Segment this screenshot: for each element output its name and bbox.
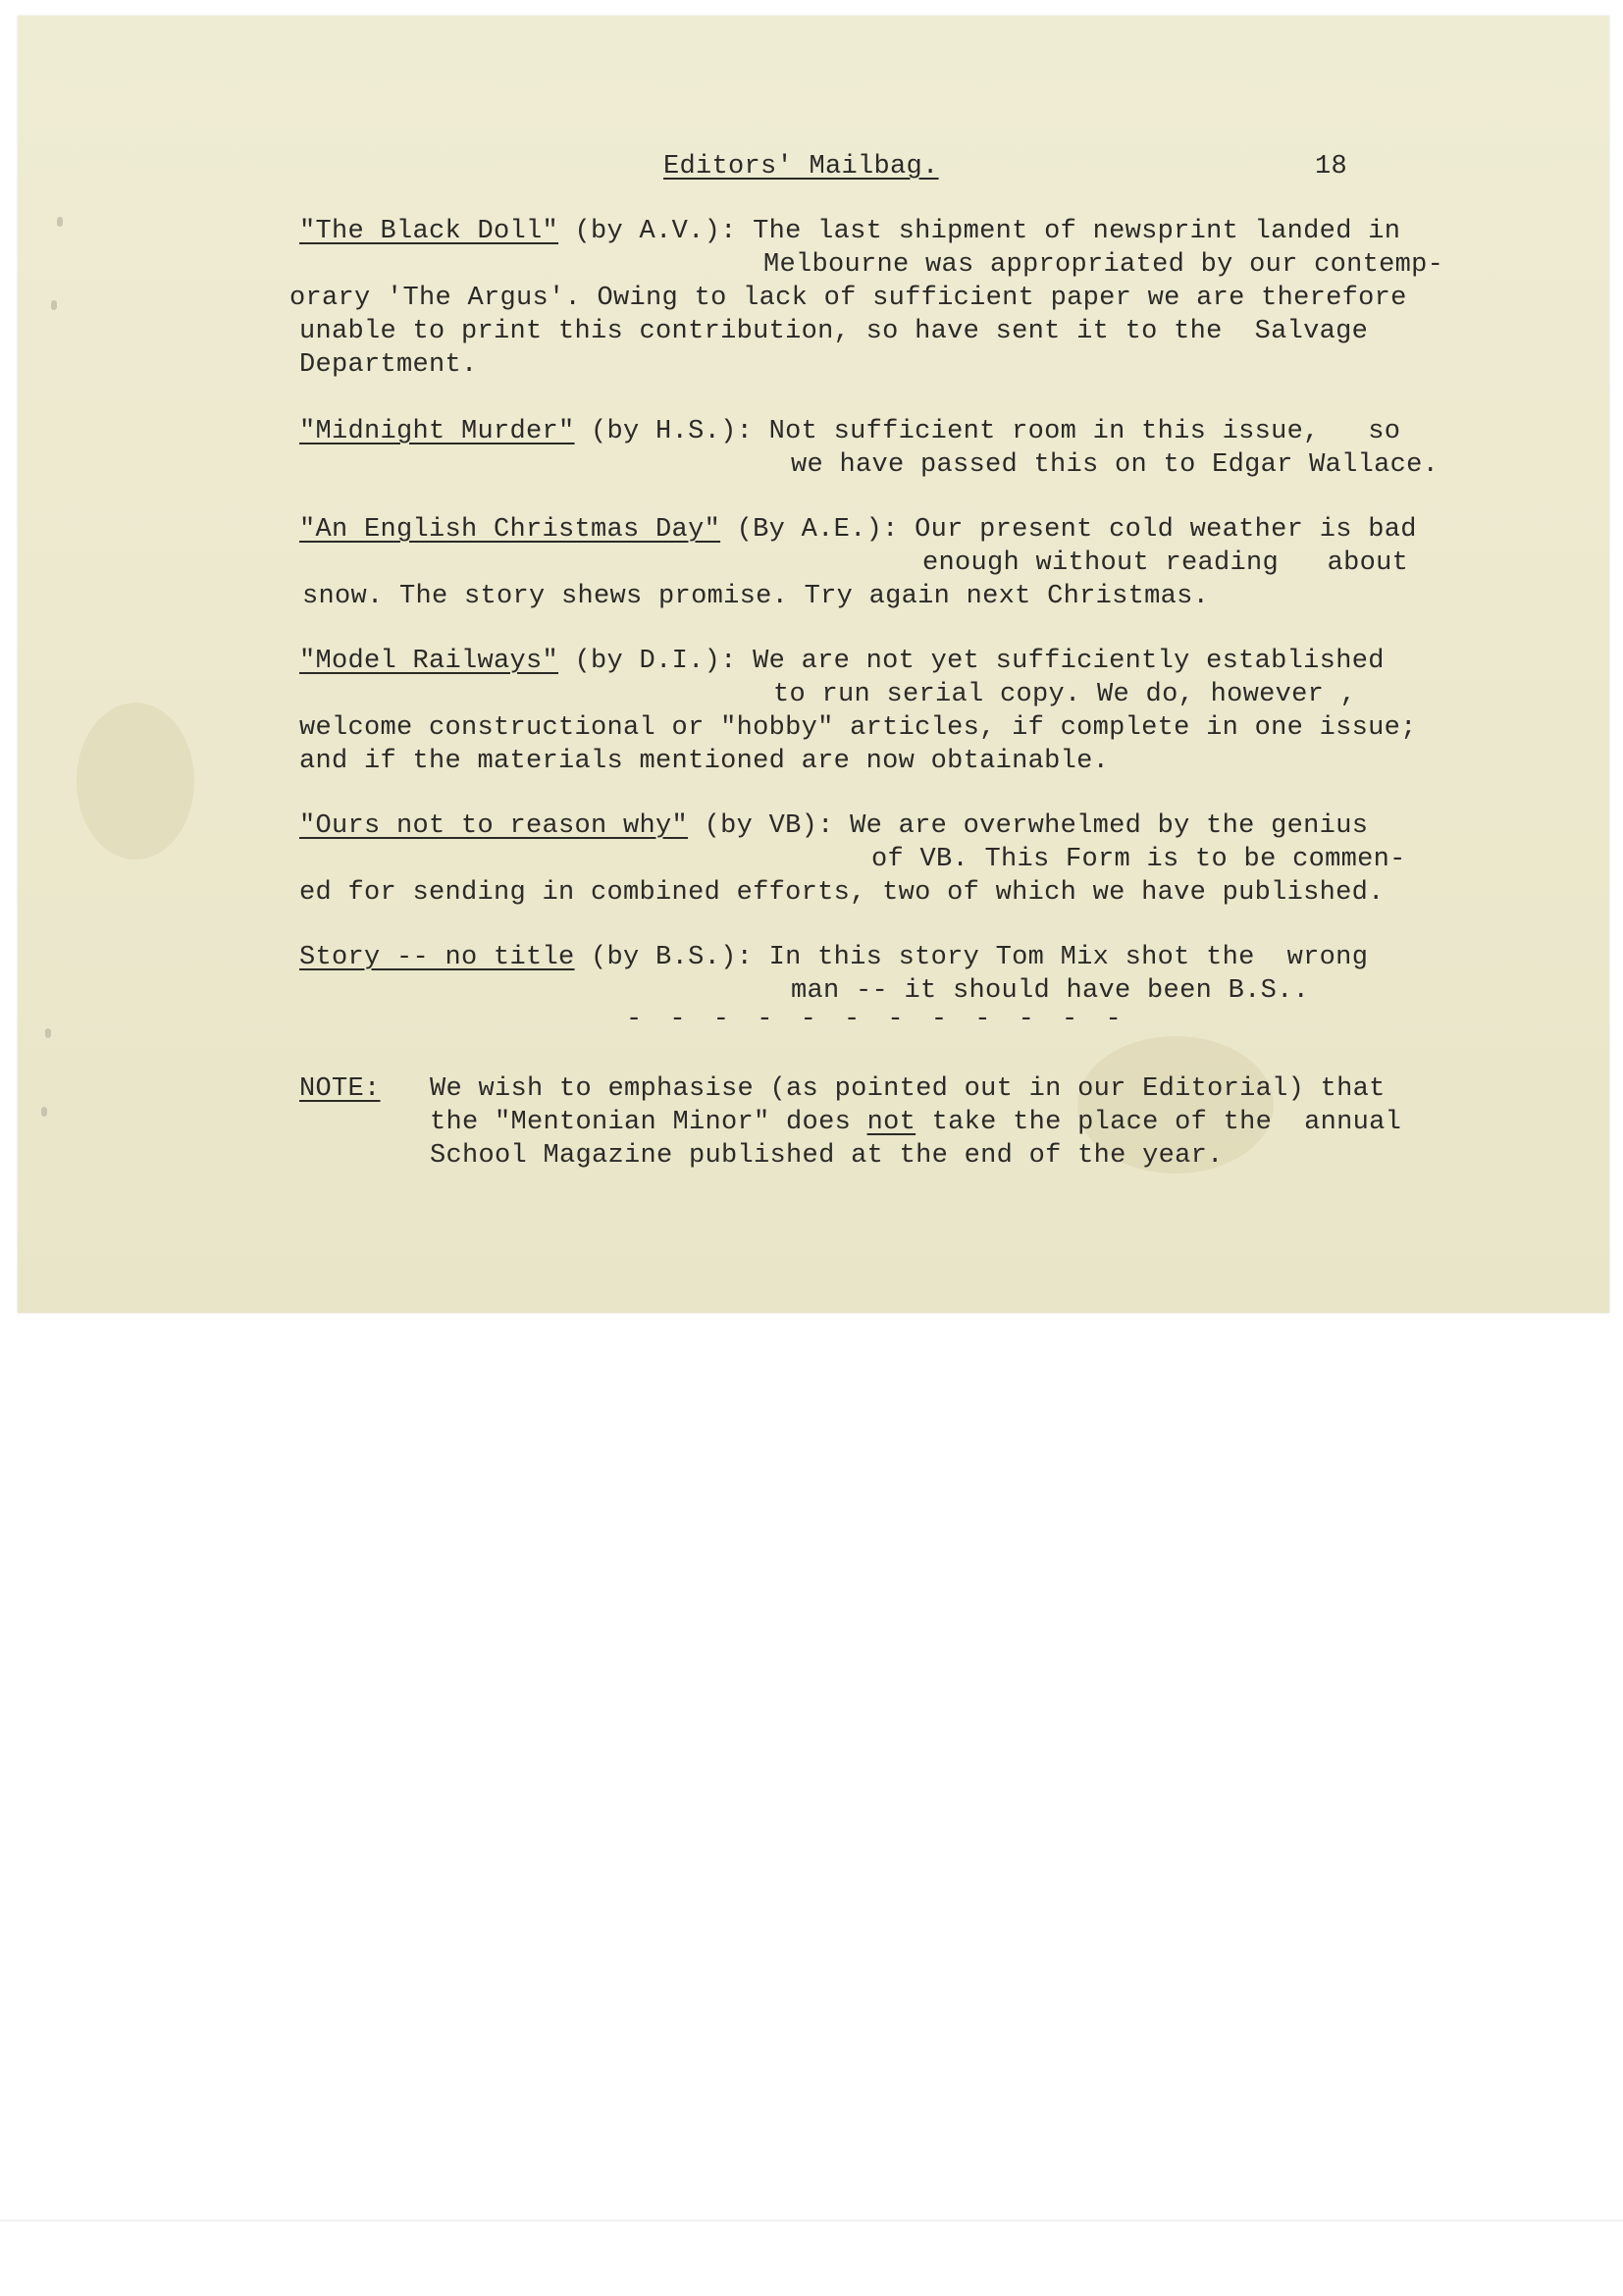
entry-author: (by D.I.): [558, 647, 754, 676]
entry-heading [299, 942, 1368, 973]
entry-text: of VB. This Form is to be commen- [871, 845, 1406, 874]
entry-title: "The Black Doll" [299, 217, 559, 246]
note-emphasis: not [866, 1108, 916, 1137]
page-title: Editors' Mailbag. [663, 152, 939, 182]
entry-text: snow. The story shews promise. Try again next Christmas. [302, 582, 1210, 611]
entry-text: to run serial copy. We do, however , [773, 680, 1357, 709]
entry-author: (by A.V.): [558, 217, 754, 246]
entry-text: We are not yet sufficiently established [753, 647, 1385, 676]
entry-title: "Ours not to reason why" [299, 811, 689, 841]
note-text [430, 1107, 1401, 1138]
entry-author: (By A.E.): [720, 515, 916, 545]
note-text-part: the "Mentonian Minor" does [430, 1108, 867, 1137]
entry-text: unable to print this contribution, so have sent it to the Salvage [299, 317, 1369, 346]
entry-heading [299, 646, 1385, 677]
punch-mark [41, 1107, 47, 1117]
note-label: NOTE: [299, 1074, 381, 1104]
punch-mark [45, 1028, 51, 1038]
entry-text: In this story Tom Mix shot the wrong [768, 943, 1369, 972]
separator-dashes: - - - - - - - - - - - - [626, 1005, 1127, 1034]
scan-edge [0, 2219, 1623, 2221]
note-text-part: take the place of the annual [916, 1108, 1402, 1137]
entry-heading [299, 514, 1417, 546]
entry-text: Our present cold weather is bad [915, 515, 1417, 545]
entry-author: (by VB): [688, 811, 851, 841]
entry-title: Story -- no title [299, 943, 575, 972]
note-text: We wish to emphasise (as pointed out in our Editorial) that [430, 1074, 1386, 1104]
entry-text: orary 'The Argus'. Owing to lack of sufficient paper we are therefore [289, 284, 1407, 313]
entry-text: We are overwhelmed by the genius [850, 811, 1369, 841]
entry-title: "Midnight Murder" [299, 417, 575, 446]
entry-text: Not sufficient room in this issue, so [768, 417, 1401, 446]
entry-title: "An English Christmas Day" [299, 515, 721, 545]
paper-stain [77, 703, 194, 860]
entry-title: "Model Railways" [299, 647, 559, 676]
punch-mark [51, 300, 57, 310]
entry-text: man -- it should have been B.S.. [791, 976, 1310, 1006]
entry-text: The last shipment of newsprint landed in [753, 217, 1401, 246]
note-text: School Magazine published at the end of the year. [430, 1141, 1224, 1171]
entry-text: Melbourne was appropriated by our contemp- [763, 250, 1444, 280]
entry-text: ed for sending in combined efforts, two of which we have published. [299, 878, 1385, 908]
entry-author: (by B.S.): [574, 943, 769, 972]
entry-text: Department. [299, 350, 478, 380]
entry-author: (by H.S.): [574, 417, 769, 446]
entry-heading [299, 216, 1400, 247]
entry-text: welcome constructional or "hobby" articles, if complete in one issue; [299, 713, 1417, 743]
entry-heading [299, 416, 1400, 447]
entry-text: enough without reading about [922, 548, 1409, 578]
punch-mark [57, 217, 63, 227]
entry-heading [299, 810, 1368, 842]
entry-text: and if the materials mentioned are now obtainable. [299, 747, 1110, 776]
page-number: 18 [1315, 152, 1348, 182]
entry-text: we have passed this on to Edgar Wallace. [791, 450, 1440, 480]
